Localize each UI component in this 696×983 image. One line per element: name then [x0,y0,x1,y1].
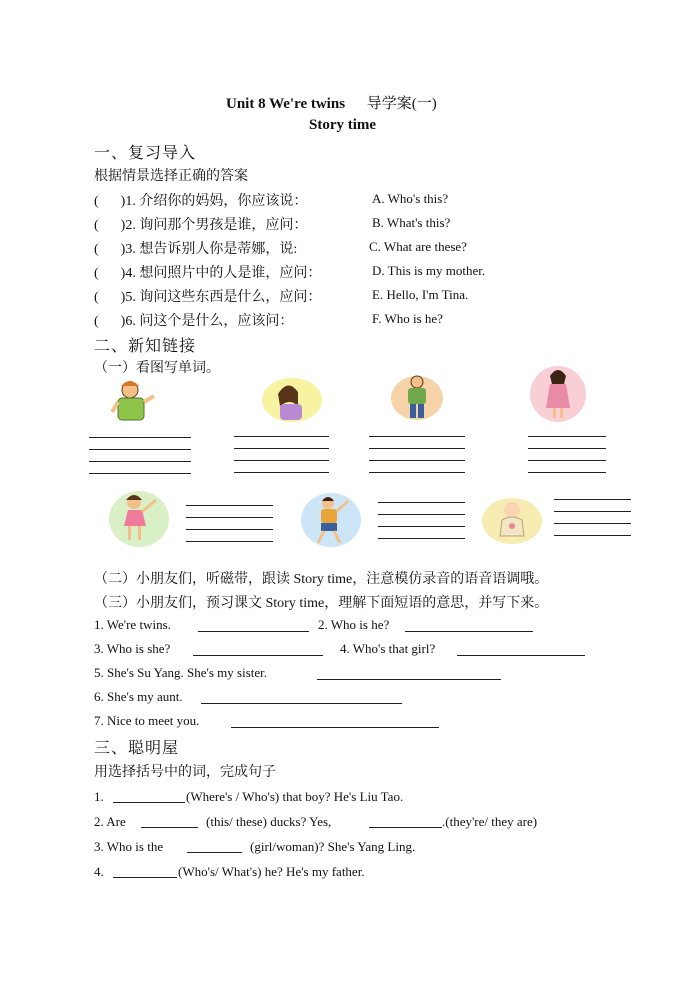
choice-question: 想告诉别人你是蒂娜，说: [139,242,298,257]
phrase-6: 6. She's my aunt. [94,689,183,704]
fill-blank[interactable] [113,877,177,878]
paren-open: ( [94,290,99,305]
write-line[interactable] [378,538,465,539]
title-unit: Unit 8 We're twins [226,96,346,112]
write-line[interactable] [369,448,465,449]
choice-option: C. What are these? [369,239,467,254]
fill-blank[interactable] [141,827,198,828]
write-line[interactable] [554,535,631,536]
phrase-4: 4. Who's that girl? [340,641,436,656]
write-line[interactable] [186,517,273,518]
fill-q3-start: 3. Who is the [94,839,164,854]
fill-q2-end: .(they're/ they are) [442,814,538,829]
fill-q2-start: 2. Are [94,814,126,829]
write-line[interactable] [378,502,465,503]
answer-line[interactable] [198,631,309,632]
write-line[interactable] [234,472,329,473]
title-guide: 导学案(一) [366,96,437,112]
fill-blank[interactable] [187,852,242,853]
choice-question: 询问那个男孩是谁，应问： [139,218,308,233]
section1-instruction: 根据情景选择正确的答案 [94,169,248,184]
write-line[interactable] [554,499,631,500]
write-line[interactable] [89,461,191,462]
choice-row [94,262,321,282]
phrase-3: 3. Who is she? [94,641,171,656]
girl-picture [106,488,172,550]
choice-row [94,238,297,258]
fill-blank[interactable] [369,827,442,828]
phrase-7: 7. Nice to meet you. [94,713,200,728]
answer-line[interactable] [457,655,585,656]
write-line[interactable] [378,526,465,527]
worksheet-subtitle: Story time [309,117,377,133]
choice-question: 问这个是什么，应该问： [139,314,294,329]
choice-question: 介绍你的妈妈，你应该说： [139,194,308,209]
man-picture [390,372,444,422]
choice-option: E. Hello, I'm Tina. [372,287,469,302]
write-line[interactable] [186,529,273,530]
paren-open: ( [94,266,99,281]
write-line[interactable] [378,514,465,515]
write-line[interactable] [528,460,606,461]
section1-heading: 一、复习导入 [94,145,197,162]
boy-picture [298,491,364,549]
phrase-2: 2. Who is he? [318,617,390,632]
choice-option: D. This is my mother. [372,263,486,278]
write-line[interactable] [89,449,191,450]
item-number: )2. [120,218,136,233]
paren-open: ( [94,242,99,257]
section3-heading: 三、聪明屋 [94,740,180,757]
write-line[interactable] [554,511,631,512]
item-number: )1. [120,194,136,209]
write-line[interactable] [89,437,191,438]
paren-open: ( [94,194,99,209]
paren-open: ( [94,314,99,329]
write-line[interactable] [234,448,329,449]
answer-line[interactable] [405,631,533,632]
write-line[interactable] [186,505,273,506]
write-line[interactable] [234,460,329,461]
section2-part2: （二）小朋友们，听磁带，跟读 Story time，注意模仿录音的语音语调哦。 [94,572,549,587]
item-number: )6. [120,314,136,329]
write-line[interactable] [369,436,465,437]
write-line[interactable] [528,472,606,473]
section2-heading: 二、新知链接 [94,338,197,355]
woman-picture [528,364,588,424]
phrase-5: 5. She's Su Yang. She's my sister. [94,665,267,680]
choice-row [94,286,321,306]
write-line[interactable] [369,460,465,461]
fill-q4-text: (Who's/ What's) he? He's my father. [178,864,365,879]
write-line[interactable] [528,448,606,449]
paren-open: ( [94,218,99,233]
fill-q3-end: (girl/woman)? She's Yang Ling. [250,839,416,854]
choice-question: 询问这些东西是什么，应问： [139,290,322,305]
answer-line[interactable] [193,655,323,656]
choice-row [94,214,307,234]
boy-picture [108,378,158,426]
fill-q1-text: (Where's / Who's) that boy? He's Liu Tao. [186,789,404,804]
section2-part1: （一）看图写单词。 [94,361,220,376]
choice-row [94,310,293,330]
write-line[interactable] [186,541,273,542]
section3-instruction: 用选择括号中的词，完成句子 [94,765,276,780]
item-number: )3. [120,242,136,257]
choice-option: A. Who's this? [372,191,449,206]
worksheet-title [226,92,437,113]
fill-q2-mid: (this/ these) ducks? Yes, [206,814,332,829]
baby-picture [480,496,544,546]
section2-part3: （三）小朋友们，预习课文 Story time，理解下面短语的意思，并写下来。 [94,596,549,611]
fill-q4-num: 4. [94,864,104,879]
choice-row [94,190,307,210]
write-line[interactable] [554,523,631,524]
choice-option: F. Who is he? [372,311,443,326]
choice-question: 想问照片中的人是谁，应问： [139,266,322,281]
phrase-1: 1. We're twins. [94,617,171,632]
fill-blank[interactable] [113,802,185,803]
item-number: )5. [120,290,136,305]
write-line[interactable] [89,473,191,474]
choice-option: B. What's this? [372,215,451,230]
item-number: )4. [120,266,136,281]
fill-q1-num: 1. [94,789,104,804]
answer-line[interactable] [201,703,402,704]
answer-line[interactable] [231,727,439,728]
write-line[interactable] [369,472,465,473]
write-line[interactable] [234,436,329,437]
girl-picture [260,376,324,424]
write-line[interactable] [528,436,606,437]
answer-line[interactable] [317,679,501,680]
